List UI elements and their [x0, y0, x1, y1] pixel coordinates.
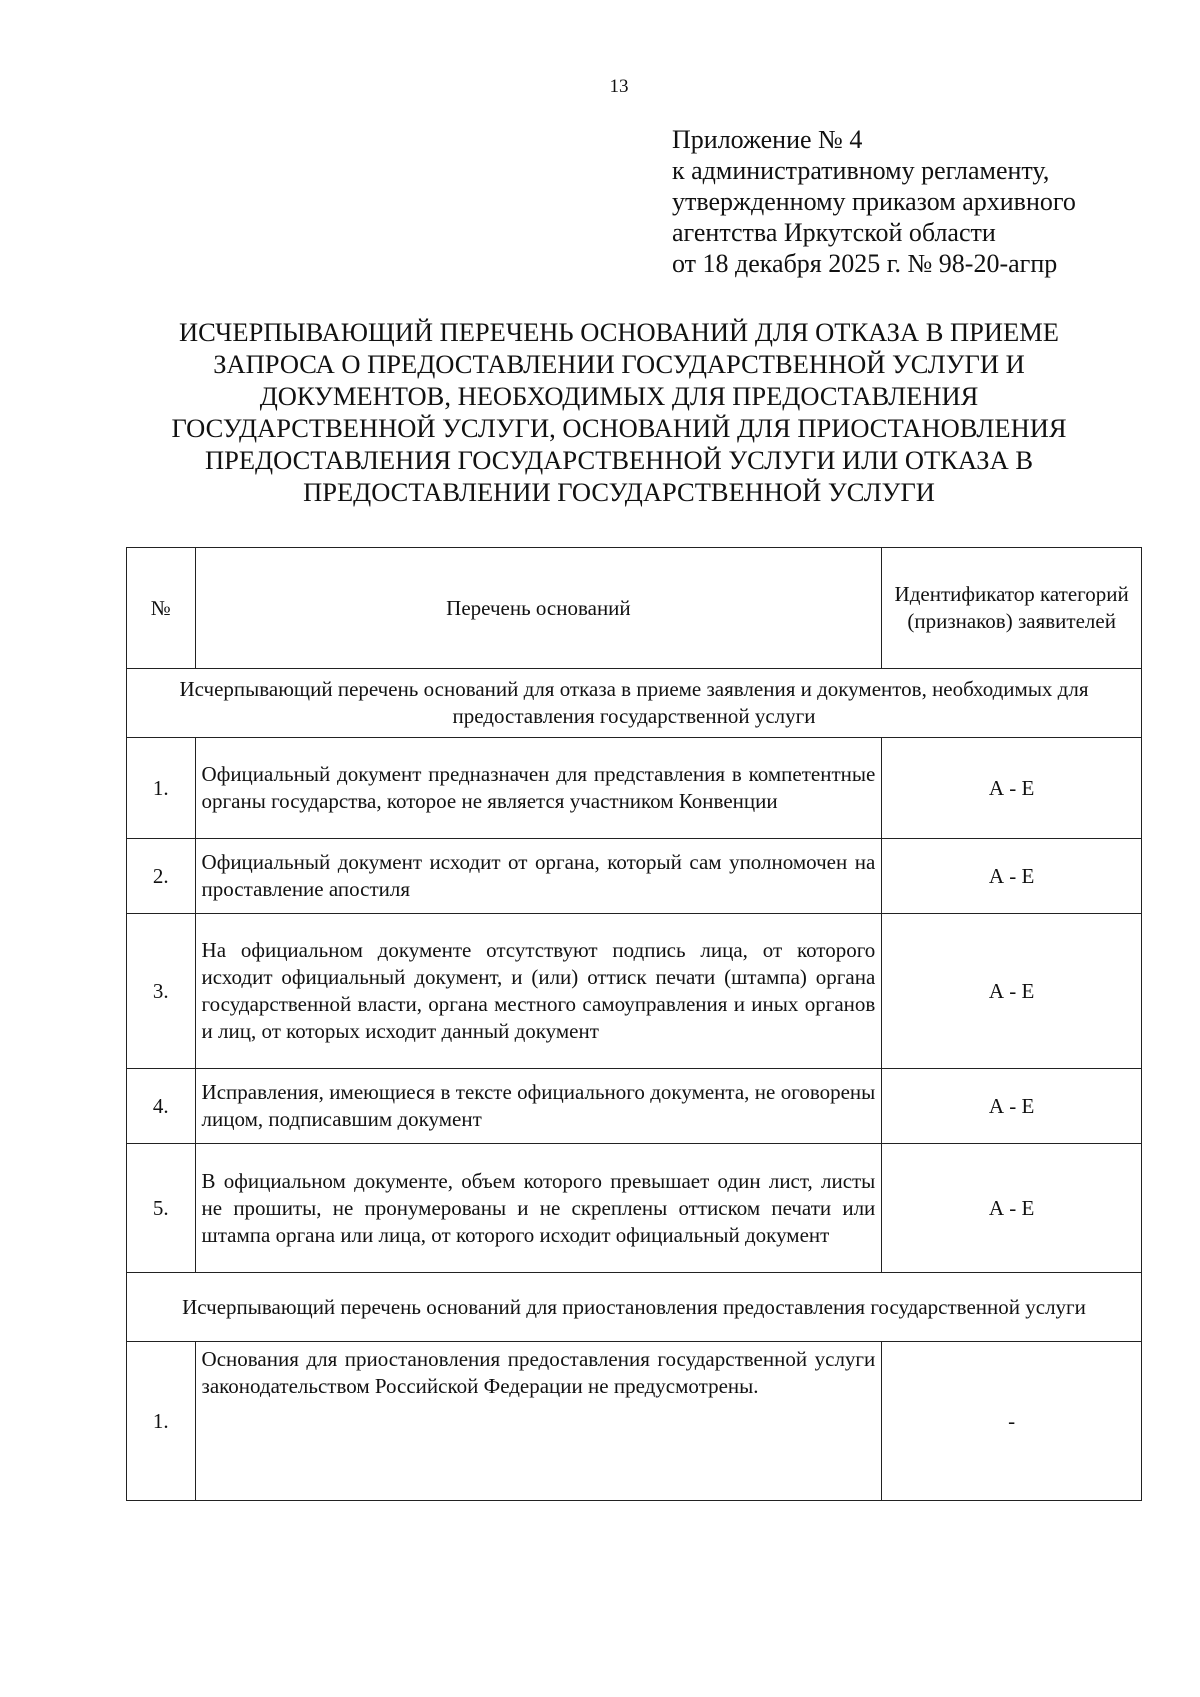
title-line: ГОСУДАРСТВЕННОЙ УСЛУГИ, ОСНОВАНИЙ ДЛЯ ПРИОСТАНОВЛЕНИЯ	[171, 413, 1067, 443]
appendix-line: от 18 декабря 2025 г. № 98-20-агпр	[672, 249, 1058, 278]
row-identifier: -	[882, 1342, 1142, 1501]
table-row	[127, 738, 1142, 839]
page-number: 13	[609, 76, 629, 97]
table-row	[127, 1342, 1142, 1501]
row-text: На официальном документе отсутствуют подпись лица, от которого исходит официальный документ, и (или) оттиск печати (штампа) органа государственной власти, органа местного самоуправления и иных органов и лиц, от которых исходит данный документ	[195, 914, 882, 1069]
section-heading: Исчерпывающий перечень оснований для отказа в приеме заявления и документов, необходимых для предоставления государственной услуги	[127, 669, 1142, 738]
appendix-line: к административному регламенту,	[672, 156, 1050, 185]
row-identifier: А - Е	[882, 738, 1142, 839]
row-identifier: А - Е	[882, 1069, 1142, 1144]
title-line: ДОКУМЕНТОВ, НЕОБХОДИМЫХ ДЛЯ ПРЕДОСТАВЛЕНИЯ	[259, 381, 979, 411]
appendix-line: агентства Иркутской области	[672, 218, 996, 247]
row-text: Официальный документ исходит от органа, который сам уполномочен на проставление апостиля	[195, 839, 882, 914]
grounds-table	[126, 547, 1142, 1501]
row-num: 5.	[127, 1144, 196, 1273]
table-row	[127, 1069, 1142, 1144]
table-header-row	[127, 548, 1142, 669]
header-identifier: Идентификатор категорий (признаков) заявителей	[882, 548, 1142, 669]
title-line: ИСЧЕРПЫВАЮЩИЙ ПЕРЕЧЕНЬ ОСНОВАНИЙ ДЛЯ ОТКАЗА В ПРИЕМЕ	[179, 317, 1059, 347]
row-identifier: А - Е	[882, 839, 1142, 914]
header-grounds: Перечень оснований	[195, 548, 882, 669]
row-num: 2.	[127, 839, 196, 914]
title-line: ЗАПРОСА О ПРЕДОСТАВЛЕНИИ ГОСУДАРСТВЕННОЙ УСЛУГИ И	[213, 349, 1025, 379]
appendix-note	[672, 124, 1076, 279]
section-heading-row	[127, 669, 1142, 738]
table-row	[127, 1144, 1142, 1273]
title-line: ПРЕДОСТАВЛЕНИЯ ГОСУДАРСТВЕННОЙ УСЛУГИ ИЛИ ОТКАЗА В	[204, 445, 1034, 475]
header-num: №	[127, 548, 196, 669]
table-row	[127, 914, 1142, 1069]
row-identifier: А - Е	[882, 1144, 1142, 1273]
row-text: Официальный документ предназначен для представления в компетентные органы государства, которое не является участником Конвенции	[195, 738, 882, 839]
row-num: 1.	[127, 738, 196, 839]
row-num: 3.	[127, 914, 196, 1069]
title-line: ПРЕДОСТАВЛЕНИИ ГОСУДАРСТВЕННОЙ УСЛУГИ	[303, 477, 935, 507]
row-num: 4.	[127, 1069, 196, 1144]
section-heading-row	[127, 1273, 1142, 1342]
appendix-line: Приложение № 4	[672, 125, 863, 154]
row-num: 1.	[127, 1342, 196, 1501]
document-title	[90, 316, 1148, 508]
section-heading: Исчерпывающий перечень оснований для приостановления предоставления государственной услуги	[127, 1273, 1142, 1342]
row-text: В официальном документе, объем которого превышает один лист, листы не прошиты, не пронумерованы и не скреплены оттиском печати или штампа органа или лица, от которого исходит официальный документ	[195, 1144, 882, 1273]
row-identifier: А - Е	[882, 914, 1142, 1069]
row-text: Основания для приостановления предоставления государственной услуги законодательством Российской Федерации не предусмотрены.	[195, 1342, 882, 1501]
table-row	[127, 839, 1142, 914]
row-text: Исправления, имеющиеся в тексте официального документа, не оговорены лицом, подписавшим документ	[195, 1069, 882, 1144]
appendix-line: утвержденному приказом архивного	[672, 187, 1076, 216]
